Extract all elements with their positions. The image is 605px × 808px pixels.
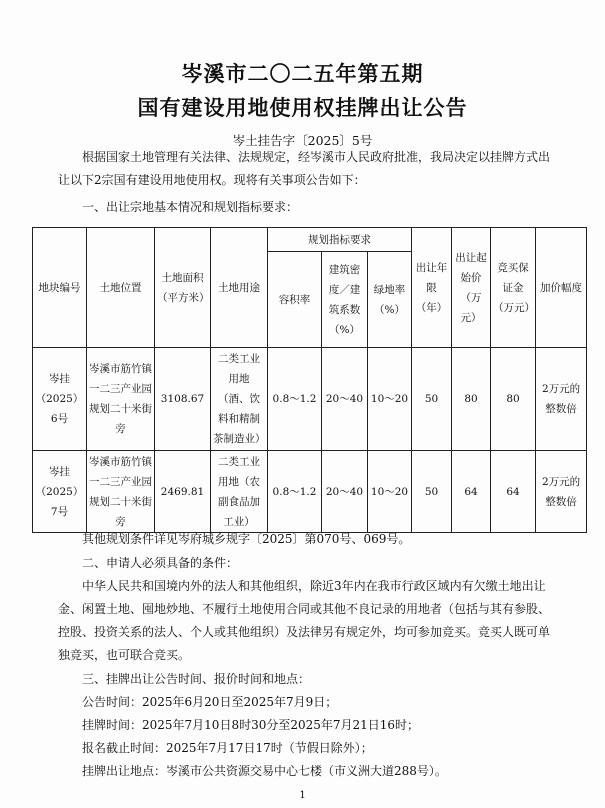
section-2-heading: 二、申请人必须具备的条件： xyxy=(82,556,239,570)
cell-increment: 2万元的整数倍 xyxy=(536,451,587,533)
cell-parcel-no: 岑挂（2025）7号 xyxy=(33,451,87,533)
cell-term: 50 xyxy=(412,451,452,533)
cell-area: 3108.67 xyxy=(155,348,211,451)
header-use: 土地用途 xyxy=(211,228,268,348)
land-parcel-table xyxy=(32,227,587,533)
cell-area: 2469.81 xyxy=(155,451,211,533)
title-line-1: 岑溪市二〇二五年第五期 xyxy=(181,61,424,86)
cell-use: 二类工业用地（农副食品加工业） xyxy=(211,451,268,533)
header-increment: 加价幅度 xyxy=(536,228,587,348)
cell-term: 50 xyxy=(412,348,452,451)
listing-time: 挂牌时间：2025年7月10日8时30分至2025年7月21日16时； xyxy=(82,718,420,732)
cell-location: 岑溪市筋竹镇一二三产业园规划二十米街旁 xyxy=(87,348,155,451)
header-planning-group: 规划指标要求 xyxy=(268,228,412,252)
cell-building-density: 20～40 xyxy=(322,451,368,533)
cell-increment: 2万元的整数倍 xyxy=(536,348,587,451)
cell-deposit: 64 xyxy=(491,451,536,533)
header-parcel-no: 地块编号 xyxy=(33,228,87,348)
intro-line-2: 让以下2宗国有建设用地使用权。现将有关事项公告如下： xyxy=(58,173,366,187)
cell-parcel-no: 岑挂（2025）6号 xyxy=(33,348,87,451)
table-row xyxy=(33,348,587,451)
cell-location: 岑溪市筋竹镇一二三产业园规划二十米街旁 xyxy=(87,451,155,533)
cell-plot-ratio: 0.8～1.2 xyxy=(268,451,322,533)
cell-deposit: 80 xyxy=(491,348,536,451)
header-green-rate: 绿地率（%） xyxy=(368,252,412,348)
section-2-line-3: 控股、投资关系的法人、个人或其他组织）及法律另有规定外，均可参加竞买。竞买人既可单 xyxy=(58,625,551,639)
header-start-price: 出让起始价（万元） xyxy=(452,228,491,348)
header-plot-ratio: 容积率 xyxy=(268,252,322,348)
page-number: 1 xyxy=(299,790,306,801)
header-location: 土地位置 xyxy=(87,228,155,348)
section-2-line-4: 独竞买，也可联合竞买。 xyxy=(58,648,191,662)
header-area: 土地面积（平方米） xyxy=(155,228,211,348)
cell-building-density: 20～40 xyxy=(322,348,368,451)
section-3-heading: 三、挂牌出让公告时间、报价时间和地点： xyxy=(82,672,311,686)
cell-plot-ratio: 0.8～1.2 xyxy=(268,348,322,451)
other-conditions: 其他规划条件详见岑府城乡规字〔2025〕第070号、069号。 xyxy=(82,532,411,546)
intro-line-1: 根据国家土地管理有关法律、法规规定，经岑溪市人民政府批准，我局决定以挂牌方式出 xyxy=(82,150,551,164)
table-row xyxy=(33,451,587,533)
cell-start-price: 64 xyxy=(452,451,491,533)
header-deposit: 竞买保证金（万元） xyxy=(491,228,536,348)
header-term: 出让年限（年） xyxy=(412,228,452,348)
listing-location: 挂牌出让地点：岑溪市公共资源交易中心七楼（市义洲大道288号）。 xyxy=(82,764,447,778)
header-building-density: 建筑密度／建筑系数（%） xyxy=(322,252,368,348)
document-number: 岑土挂告字〔2025〕5号 xyxy=(232,133,373,148)
cell-use: 二类工业用地（酒、饮料和精制茶制造业） xyxy=(211,348,268,451)
section-2-line-2: 金、闲置土地、囤地炒地、不履行土地使用合同或其他不良记录的用地者（包括与其有参股、 xyxy=(58,602,551,616)
registration-deadline: 报名截止时间：2025年7月17日17时（节假日除外）； xyxy=(82,741,373,755)
cell-start-price: 80 xyxy=(452,348,491,451)
cell-green-rate: 10～20 xyxy=(368,348,412,451)
announce-time: 公告时间：2025年6月20日至2025年7月9日； xyxy=(82,695,338,709)
section-1-heading: 一、出让宗地基本情况和规划指标要求： xyxy=(82,200,299,214)
section-2-line-1: 中华人民共和国境内外的法人和其他组织，除近3年内在我市行政区域内有欠缴土地出让 xyxy=(82,579,546,593)
cell-green-rate: 10～20 xyxy=(368,451,412,533)
title-line-2: 国有建设用地使用权挂牌出让公告 xyxy=(137,95,468,120)
